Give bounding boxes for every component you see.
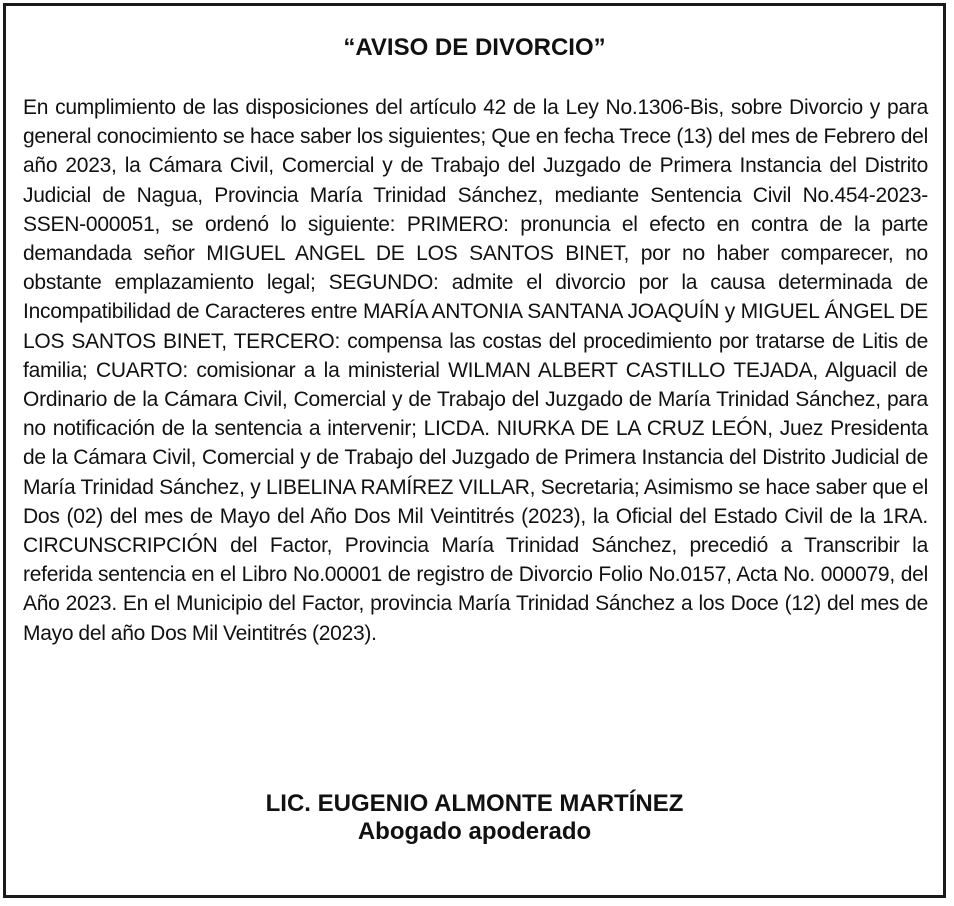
signature-name: LIC. EUGENIO ALMONTE MARTÍNEZ bbox=[265, 790, 684, 817]
divorce-notice bbox=[3, 3, 946, 898]
notice-body: En cumplimiento de las disposiciones del artículo 42 de la Ley No.1306-Bis, sobre Divorcio y para general conocimiento se hace saber los siguientes; Que en fecha Trece (13) del mes de Febrero del año 2023, la Cámara Civil, Comercial y de Trabajo del Juzgado de Primera Instancia del Distrito Judicial de Nagua, Provincia María Trinidad Sánchez, mediante Sentencia Civil No.454-2023-SSEN-000051, se ordenó lo siguiente: PRIMERO: pronuncia el efecto en contra de la parte demandada señor MIGUEL ANGEL DE LOS SANTOS BINET, por no haber comparecer, no obstante emplazamiento legal; SEGUNDO: admite el divorcio por la causa determinada de Incompatibilidad de Caracteres entre MARÍA ANTONIA SANTANA JOAQUÍN y MIGUEL ÁNGEL DE LOS SANTOS BINET, TERCERO: compensa las costas del procedimiento por tratarse de Litis de familia; CUARTO: comisionar a la ministerial WILMAN ALBERT CASTILLO TEJADA, Alguacil de Ordinario de la Cámara Civil, Comercial y de Trabajo del Juzgado de María Trinidad Sánchez, para no notificación de la sentencia a intervenir; LICDA. NIURKA DE LA CRUZ LEÓN, Juez Presidenta de la Cámara Civil, Comercial y de Trabajo del Juzgado de Primera Instancia del Distrito Judicial de María Trinidad Sánchez, y LIBELINA RAMÍREZ VILLAR, Secretaria; Asimismo se hace saber que el Dos (02) del mes de Mayo del Año Dos Mil Veintitrés (2023), la Oficial del Estado Civil de la 1RA. CIRCUNSCRIPCIÓN del Factor, Provincia María Trinidad Sánchez, precedió a Transcribir la referida sentencia en el Libro No.00001 de registro de Divorcio Folio No.0157, Acta No. 000079, del Año 2023. En el Municipio del Factor, provincia María Trinidad Sánchez a los Doce (12) del mes de Mayo del año Dos Mil Veintitrés (2023). bbox=[23, 96, 928, 645]
signature-block bbox=[6, 790, 943, 846]
signature-role: Abogado apoderado bbox=[357, 818, 592, 845]
notice-title: “AVISO DE DIVORCIO” bbox=[343, 34, 606, 61]
